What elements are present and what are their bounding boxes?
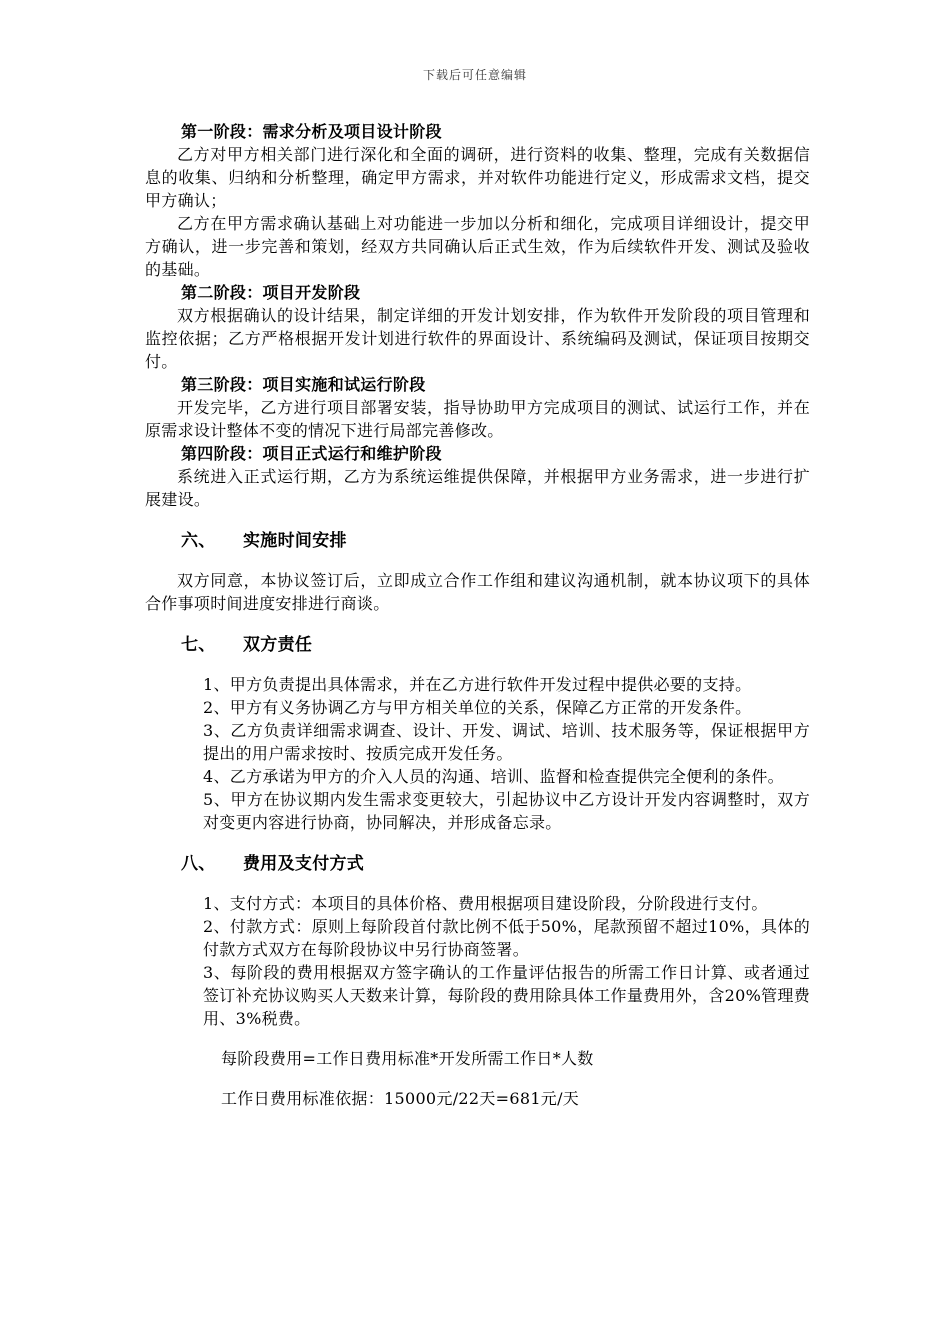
stage-1-paragraph-1: 乙方对甲方相关部门进行深化和全面的调研，进行资料的收集、整理，完成有关数据信息的收集、归纳和分析整理，确定甲方需求，并对软件功能进行定义，形成需求文档，提交甲方确认； xyxy=(145,145,810,210)
section-6-heading xyxy=(145,530,810,553)
section-6-number: 六、 xyxy=(181,531,216,551)
section-7-list xyxy=(145,673,810,834)
section-8-item-3: 3、每阶段的费用根据双方签字确认的工作量评估报告的所需工作日计算、或者通过签订补充协议购买人天数来计算，每阶段的费用除具体工作量费用外，含20%管理费用、3%税费。 xyxy=(203,963,810,1028)
section-8-list xyxy=(145,892,810,1030)
section-6-title: 实施时间安排 xyxy=(243,531,347,551)
stage-1-paragraph-2: 乙方在甲方需求确认基础上对功能进一步加以分析和细化，完成项目详细设计，提交甲方确认，进一步完善和策划，经双方共同确认后正式生效，作为后续软件开发、测试及验收的基础。 xyxy=(145,214,810,279)
document-body xyxy=(145,120,810,1110)
daily-rate-basis: 工作日费用标准依据：15000元/22天=681元/天 xyxy=(221,1089,580,1108)
section-6-paragraph: 双方同意，本协议签订后，立即成立合作工作组和建议沟通机制，就本协议项下的具体合作事项时间进度安排进行商谈。 xyxy=(145,571,810,613)
section-8-item-2: 2、付款方式：原则上每阶段首付款比例不低于50%，尾款预留不超过10%，具体的付款方式双方在每阶段协议中另行协商签署。 xyxy=(203,917,810,959)
section-8-heading xyxy=(145,853,810,876)
section-7-item-1: 1、甲方负责提出具体需求，并在乙方进行软件开发过程中提供必要的支持。 xyxy=(203,675,752,694)
section-8-number: 八、 xyxy=(181,854,216,874)
cost-formula: 每阶段费用=工作日费用标准*开发所需工作日*人数 xyxy=(221,1049,594,1068)
stage-2-title: 第二阶段：项目开发阶段 xyxy=(181,283,361,302)
section-7-item-3: 3、乙方负责详细需求调查、设计、开发、调试、培训、技术服务等，保证根据甲方提出的用户需求按时、按质完成开发任务。 xyxy=(203,721,810,763)
stage-1-title: 第一阶段：需求分析及项目设计阶段 xyxy=(181,122,442,141)
section-7-item-5: 5、甲方在协议期内发生需求变更较大，引起协议中乙方设计开发内容调整时，双方对变更内容进行协商，协同解决，并形成备忘录。 xyxy=(203,790,810,832)
stage-2-paragraph-1: 双方根据确认的设计结果，制定详细的开发计划安排，作为软件开发阶段的项目管理和监控依据；乙方严格根据开发计划进行软件的界面设计、系统编码及测试，保证项目按期交付。 xyxy=(145,306,810,371)
stage-4-title: 第四阶段：项目正式运行和维护阶段 xyxy=(181,444,442,463)
section-7-item-2: 2、甲方有义务协调乙方与甲方相关单位的关系，保障乙方正常的开发条件。 xyxy=(203,698,752,717)
stage-4-paragraph-1: 系统进入正式运行期，乙方为系统运维提供保障，并根据甲方业务需求，进一步进行扩展建设。 xyxy=(145,467,810,509)
section-7-heading xyxy=(145,634,810,657)
section-7-title: 双方责任 xyxy=(243,635,313,655)
section-8-item-1: 1、支付方式：本项目的具体价格、费用根据项目建设阶段，分阶段进行支付。 xyxy=(203,894,768,913)
header-note: 下载后可任意编辑 xyxy=(422,68,527,82)
stage-3-title: 第三阶段：项目实施和试运行阶段 xyxy=(181,375,426,394)
stage-3-paragraph-1: 开发完毕，乙方进行项目部署安装，指导协助甲方完成项目的测试、试运行工作，并在原需求设计整体不变的情况下进行局部完善修改。 xyxy=(145,398,810,440)
section-7-item-4: 4、乙方承诺为甲方的介入人员的沟通、培训、监督和检查提供完全便利的条件。 xyxy=(203,767,784,786)
section-7-number: 七、 xyxy=(181,635,216,655)
section-8-title: 费用及支付方式 xyxy=(243,854,365,874)
